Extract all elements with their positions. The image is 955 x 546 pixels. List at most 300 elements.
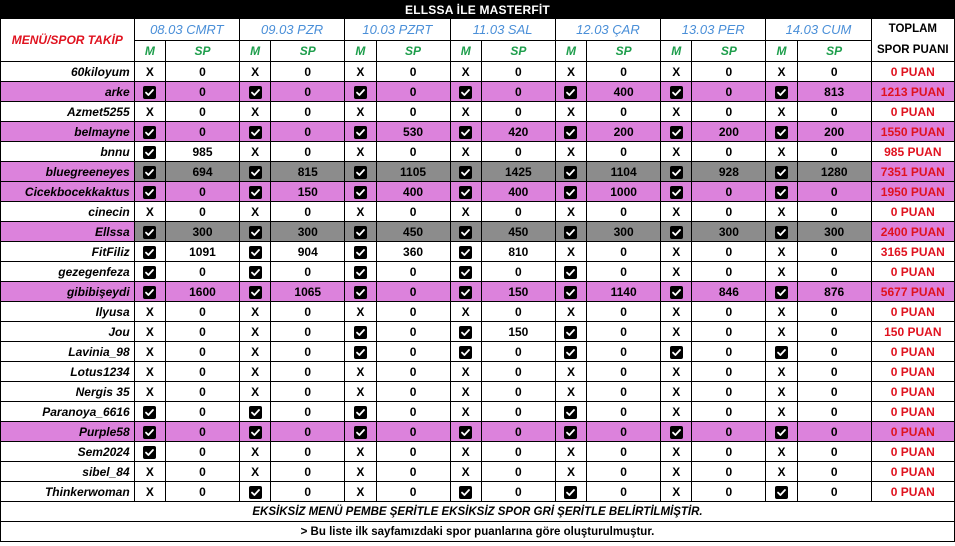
table-row: [1, 162, 955, 182]
menu-status-x: X: [134, 102, 165, 122]
menu-status-x: X: [450, 382, 481, 402]
menu-status-cell: [661, 222, 692, 242]
menu-status-cell: [239, 422, 270, 442]
member-name: gezegenfeza: [1, 262, 135, 282]
sport-points-cell: 0: [587, 242, 661, 262]
menu-status-cell: [345, 122, 376, 142]
sport-points-cell: 0: [587, 322, 661, 342]
sport-points-cell: 0: [166, 442, 240, 462]
menu-status-x: X: [661, 402, 692, 422]
menu-status-cell: [766, 342, 797, 362]
checkbox-checked-icon: [564, 226, 577, 239]
sport-points-cell: 813: [797, 82, 871, 102]
table-row: [1, 362, 955, 382]
checkbox-checked-icon: [670, 346, 683, 359]
sport-points-cell: 0: [797, 362, 871, 382]
menu-status-cell: [239, 242, 270, 262]
sport-points-cell: 300: [797, 222, 871, 242]
menu-status-x: X: [450, 402, 481, 422]
table-row: [1, 242, 955, 262]
menu-status-cell: [239, 282, 270, 302]
menu-status-cell: [555, 482, 586, 502]
checkbox-checked-icon: [459, 126, 472, 139]
checkbox-checked-icon: [775, 286, 788, 299]
menu-status-cell: [450, 282, 481, 302]
sport-points-cell: 0: [797, 422, 871, 442]
menu-status-x: X: [766, 382, 797, 402]
sport-points-cell: 0: [166, 322, 240, 342]
menu-status-x: X: [555, 362, 586, 382]
member-name: Jou: [1, 322, 135, 342]
sport-points-cell: 0: [271, 462, 345, 482]
menu-status-cell: [239, 222, 270, 242]
sport-points-cell: 0: [166, 462, 240, 482]
checkbox-checked-icon: [670, 286, 683, 299]
checkbox-checked-icon: [459, 486, 472, 499]
menu-subheader: M: [766, 40, 797, 62]
sport-points-cell: 0: [481, 142, 555, 162]
menu-status-cell: [134, 262, 165, 282]
menu-subheader: M: [555, 40, 586, 62]
table-row: [1, 262, 955, 282]
total-points-cell: 3165 PUAN: [871, 242, 954, 262]
menu-status-cell: [766, 282, 797, 302]
sport-points-cell: 0: [481, 342, 555, 362]
day-header: 08.03 CMRT: [134, 19, 239, 41]
checkbox-checked-icon: [143, 226, 156, 239]
sport-points-cell: 0: [692, 322, 766, 342]
menu-status-x: X: [555, 302, 586, 322]
sport-points-cell: 0: [692, 402, 766, 422]
checkbox-checked-icon: [459, 186, 472, 199]
total-points-header: [871, 19, 954, 62]
total-header-line1: TOPLAM: [888, 23, 937, 35]
menu-status-x: X: [345, 382, 376, 402]
menu-status-cell: [450, 322, 481, 342]
table-row: [1, 462, 955, 482]
sport-points-cell: 0: [692, 242, 766, 262]
table-row: [1, 282, 955, 302]
table-row: [1, 342, 955, 362]
sport-points-cell: 0: [376, 142, 450, 162]
sport-points-cell: 0: [271, 62, 345, 82]
total-points-cell: 0 PUAN: [871, 262, 954, 282]
checkbox-checked-icon: [459, 326, 472, 339]
menu-status-x: X: [450, 142, 481, 162]
total-points-cell: 0 PUAN: [871, 422, 954, 442]
total-points-cell: 1950 PUAN: [871, 182, 954, 202]
checkbox-checked-icon: [775, 126, 788, 139]
menu-status-cell: [345, 282, 376, 302]
menu-status-cell: [555, 182, 586, 202]
menu-status-x: X: [661, 362, 692, 382]
checkbox-checked-icon: [354, 346, 367, 359]
menu-status-cell: [345, 182, 376, 202]
checkbox-checked-icon: [459, 226, 472, 239]
checkbox-checked-icon: [143, 146, 156, 159]
day-header: 12.03 ÇAR: [555, 19, 660, 41]
menu-status-cell: [345, 242, 376, 262]
sport-points-cell: 815: [271, 162, 345, 182]
menu-status-x: X: [239, 362, 270, 382]
menu-status-cell: [450, 242, 481, 262]
sport-points-cell: 0: [166, 342, 240, 362]
checkbox-checked-icon: [143, 166, 156, 179]
total-points-cell: 2400 PUAN: [871, 222, 954, 242]
menu-status-cell: [450, 342, 481, 362]
table-row: [1, 102, 955, 122]
sport-points-cell: 450: [376, 222, 450, 242]
table-row: [1, 122, 955, 142]
checkbox-checked-icon: [143, 246, 156, 259]
menu-status-x: X: [661, 302, 692, 322]
menu-status-cell: [766, 222, 797, 242]
sport-points-cell: 530: [376, 122, 450, 142]
checkbox-checked-icon: [459, 346, 472, 359]
checkbox-checked-icon: [143, 286, 156, 299]
sport-points-cell: 0: [797, 402, 871, 422]
sport-points-cell: 0: [166, 402, 240, 422]
sport-points-cell: 0: [376, 342, 450, 362]
checkbox-checked-icon: [564, 486, 577, 499]
checkbox-checked-icon: [459, 166, 472, 179]
sport-points-cell: 0: [692, 422, 766, 442]
sport-points-cell: 0: [376, 262, 450, 282]
table-row: [1, 422, 955, 442]
menu-status-x: X: [239, 462, 270, 482]
checkbox-checked-icon: [249, 266, 262, 279]
menu-status-x: X: [450, 302, 481, 322]
checkbox-checked-icon: [249, 186, 262, 199]
checkbox-checked-icon: [249, 226, 262, 239]
sport-points-cell: 0: [376, 302, 450, 322]
menu-status-cell: [555, 262, 586, 282]
total-points-cell: 0 PUAN: [871, 402, 954, 422]
sport-points-cell: 0: [166, 122, 240, 142]
sport-points-cell: 0: [692, 202, 766, 222]
total-points-cell: 150 PUAN: [871, 322, 954, 342]
table-row: [1, 302, 955, 322]
sport-points-cell: 846: [692, 282, 766, 302]
menu-status-cell: [555, 402, 586, 422]
menu-status-x: X: [345, 202, 376, 222]
menu-status-x: X: [239, 202, 270, 222]
menu-status-x: X: [766, 362, 797, 382]
menu-status-cell: [661, 82, 692, 102]
total-points-cell: 0 PUAN: [871, 462, 954, 482]
checkbox-checked-icon: [670, 186, 683, 199]
sport-points-cell: 0: [271, 482, 345, 502]
sport-points-cell: 1000: [587, 182, 661, 202]
menu-status-cell: [450, 82, 481, 102]
sport-points-cell: 0: [271, 82, 345, 102]
sport-points-cell: 150: [481, 282, 555, 302]
sport-points-cell: 0: [797, 322, 871, 342]
table-row: [1, 182, 955, 202]
sport-points-cell: 0: [166, 362, 240, 382]
sport-points-cell: 0: [166, 302, 240, 322]
sport-points-cell: 0: [481, 422, 555, 442]
sport-points-cell: 0: [166, 262, 240, 282]
menu-status-cell: [450, 222, 481, 242]
day-header: 10.03 PZRT: [345, 19, 450, 41]
member-name: Lotus1234: [1, 362, 135, 382]
sport-points-cell: 876: [797, 282, 871, 302]
checkbox-checked-icon: [354, 326, 367, 339]
sport-points-cell: 0: [271, 382, 345, 402]
sport-points-cell: 0: [692, 102, 766, 122]
menu-status-cell: [345, 222, 376, 242]
member-name: FitFiliz: [1, 242, 135, 262]
sport-points-cell: 0: [271, 122, 345, 142]
sport-subheader: SP: [692, 40, 766, 62]
member-name: Paranoya_6616: [1, 402, 135, 422]
sport-points-cell: 0: [271, 442, 345, 462]
sport-points-cell: 0: [797, 342, 871, 362]
sport-points-cell: 0: [271, 342, 345, 362]
sport-points-cell: 150: [481, 322, 555, 342]
checkbox-checked-icon: [775, 86, 788, 99]
total-points-cell: 0 PUAN: [871, 302, 954, 322]
member-name: bluegreeneyes: [1, 162, 135, 182]
sport-points-cell: 0: [481, 462, 555, 482]
menu-status-cell: [239, 162, 270, 182]
menu-status-cell: [134, 242, 165, 262]
total-points-cell: 0 PUAN: [871, 362, 954, 382]
sport-points-cell: 0: [271, 142, 345, 162]
sport-points-cell: 0: [376, 102, 450, 122]
sport-points-cell: 360: [376, 242, 450, 262]
checkbox-checked-icon: [143, 86, 156, 99]
sport-points-cell: 0: [587, 402, 661, 422]
menu-status-cell: [766, 422, 797, 442]
checkbox-checked-icon: [670, 166, 683, 179]
checkbox-checked-icon: [249, 426, 262, 439]
sport-points-cell: 400: [376, 182, 450, 202]
table-row: [1, 82, 955, 102]
member-name: Lavinia_98: [1, 342, 135, 362]
checkbox-checked-icon: [775, 166, 788, 179]
sport-points-cell: 450: [481, 222, 555, 242]
menu-status-x: X: [661, 242, 692, 262]
menu-status-cell: [450, 262, 481, 282]
table-row: [1, 62, 955, 82]
sport-points-cell: 0: [481, 402, 555, 422]
sport-points-cell: 0: [587, 462, 661, 482]
sport-points-cell: 0: [376, 322, 450, 342]
menu-status-x: X: [766, 302, 797, 322]
menu-status-x: X: [766, 462, 797, 482]
sport-points-cell: 0: [797, 202, 871, 222]
sport-points-cell: 0: [166, 102, 240, 122]
source-note: > Bu liste ilk sayfamızdaki spor puanlarına göre oluşturulmuştur.: [1, 522, 955, 542]
menu-status-cell: [766, 82, 797, 102]
sport-points-cell: 0: [587, 342, 661, 362]
checkbox-checked-icon: [459, 86, 472, 99]
menu-status-x: X: [239, 102, 270, 122]
menu-status-cell: [555, 162, 586, 182]
checkbox-checked-icon: [564, 326, 577, 339]
sport-points-cell: 0: [587, 382, 661, 402]
checkbox-checked-icon: [564, 166, 577, 179]
menu-status-x: X: [555, 62, 586, 82]
total-points-cell: 1213 PUAN: [871, 82, 954, 102]
menu-status-cell: [134, 282, 165, 302]
sport-points-cell: 300: [271, 222, 345, 242]
checkbox-checked-icon: [354, 126, 367, 139]
menu-status-x: X: [345, 102, 376, 122]
checkbox-checked-icon: [459, 286, 472, 299]
menu-status-x: X: [134, 202, 165, 222]
sport-points-cell: 0: [376, 202, 450, 222]
sport-subheader: SP: [587, 40, 661, 62]
sport-points-cell: 0: [692, 362, 766, 382]
checkbox-checked-icon: [249, 166, 262, 179]
sport-points-cell: 0: [166, 62, 240, 82]
menu-status-cell: [555, 422, 586, 442]
sport-points-cell: 0: [797, 262, 871, 282]
member-name: belmayne: [1, 122, 135, 142]
sport-points-cell: 0: [587, 62, 661, 82]
sport-points-cell: 0: [797, 482, 871, 502]
checkbox-checked-icon: [249, 126, 262, 139]
menu-status-cell: [239, 262, 270, 282]
member-name: Cicekbocekkaktus: [1, 182, 135, 202]
menu-status-x: X: [345, 482, 376, 502]
menu-status-cell: [134, 222, 165, 242]
menu-status-cell: [345, 342, 376, 362]
sport-points-cell: 400: [587, 82, 661, 102]
checkbox-checked-icon: [564, 266, 577, 279]
total-points-cell: 0 PUAN: [871, 342, 954, 362]
sport-points-cell: 0: [692, 62, 766, 82]
menu-status-cell: [134, 182, 165, 202]
sport-points-cell: 0: [271, 362, 345, 382]
menu-subheader: M: [134, 40, 165, 62]
checkbox-checked-icon: [564, 426, 577, 439]
menu-status-cell: [661, 422, 692, 442]
sport-points-cell: 200: [587, 122, 661, 142]
checkbox-checked-icon: [775, 426, 788, 439]
menu-status-cell: [450, 122, 481, 142]
menu-status-x: X: [766, 402, 797, 422]
menu-status-cell: [239, 182, 270, 202]
sport-points-cell: 1104: [587, 162, 661, 182]
checkbox-checked-icon: [143, 186, 156, 199]
sport-points-cell: 0: [587, 422, 661, 442]
sport-points-cell: 0: [271, 322, 345, 342]
sport-points-cell: 0: [376, 362, 450, 382]
menu-status-x: X: [766, 322, 797, 342]
sport-points-cell: 300: [692, 222, 766, 242]
sport-points-cell: 0: [692, 82, 766, 102]
menu-status-x: X: [766, 442, 797, 462]
day-header: 09.03 PZR: [239, 19, 344, 41]
sport-points-cell: 0: [166, 202, 240, 222]
sport-points-cell: 0: [587, 262, 661, 282]
total-points-cell: 0 PUAN: [871, 62, 954, 82]
checkbox-checked-icon: [249, 406, 262, 419]
menu-status-x: X: [766, 142, 797, 162]
menu-subheader: M: [661, 40, 692, 62]
sport-points-cell: 0: [587, 362, 661, 382]
total-header-line2: SPOR PUANI: [877, 44, 949, 56]
checkbox-checked-icon: [670, 86, 683, 99]
sport-points-cell: 694: [166, 162, 240, 182]
table-row: [1, 142, 955, 162]
checkbox-checked-icon: [143, 266, 156, 279]
sport-points-cell: 0: [481, 482, 555, 502]
menu-status-cell: [134, 422, 165, 442]
checkbox-checked-icon: [459, 266, 472, 279]
sport-points-cell: 1600: [166, 282, 240, 302]
member-name: Thinkerwoman: [1, 482, 135, 502]
menu-status-x: X: [134, 362, 165, 382]
menu-status-cell: [239, 402, 270, 422]
menu-status-cell: [661, 282, 692, 302]
sport-points-cell: 0: [797, 142, 871, 162]
menu-status-x: X: [134, 342, 165, 362]
day-header: 14.03 CUM: [766, 19, 871, 41]
menu-status-x: X: [345, 302, 376, 322]
sport-points-cell: 420: [481, 122, 555, 142]
total-points-cell: 0 PUAN: [871, 382, 954, 402]
sport-points-cell: 0: [166, 182, 240, 202]
menu-status-x: X: [661, 142, 692, 162]
table-row: [1, 222, 955, 242]
checkbox-checked-icon: [459, 426, 472, 439]
sport-points-cell: 0: [481, 442, 555, 462]
sport-points-cell: 0: [797, 182, 871, 202]
checkbox-checked-icon: [143, 126, 156, 139]
member-name: gibibişeydi: [1, 282, 135, 302]
sport-points-cell: 0: [376, 382, 450, 402]
menu-status-x: X: [239, 342, 270, 362]
total-points-cell: 0 PUAN: [871, 202, 954, 222]
checkbox-checked-icon: [564, 346, 577, 359]
menu-status-x: X: [345, 62, 376, 82]
sport-points-cell: 0: [271, 202, 345, 222]
sport-points-cell: 0: [376, 422, 450, 442]
sport-points-cell: 0: [797, 382, 871, 402]
sport-points-cell: 0: [481, 82, 555, 102]
sport-points-cell: 0: [166, 382, 240, 402]
sport-points-cell: 1091: [166, 242, 240, 262]
menu-status-cell: [661, 162, 692, 182]
sport-points-cell: 0: [166, 482, 240, 502]
sport-points-cell: 0: [481, 62, 555, 82]
sport-points-cell: 0: [797, 462, 871, 482]
menu-status-cell: [345, 402, 376, 422]
checkbox-checked-icon: [354, 246, 367, 259]
menu-status-cell: [239, 82, 270, 102]
sport-points-cell: 0: [271, 262, 345, 282]
sport-points-cell: 0: [271, 302, 345, 322]
menu-status-cell: [661, 342, 692, 362]
sheet-title: ELLSSA İLE MASTERFİT: [1, 1, 955, 19]
sport-points-cell: 0: [692, 442, 766, 462]
menu-status-x: X: [134, 62, 165, 82]
menu-status-x: X: [555, 202, 586, 222]
menu-status-x: X: [134, 462, 165, 482]
sport-points-cell: 0: [797, 102, 871, 122]
menu-status-cell: [134, 402, 165, 422]
sport-points-cell: 0: [271, 422, 345, 442]
sport-points-cell: 0: [166, 82, 240, 102]
sport-points-cell: 0: [481, 262, 555, 282]
menu-status-cell: [555, 82, 586, 102]
sport-points-cell: 928: [692, 162, 766, 182]
